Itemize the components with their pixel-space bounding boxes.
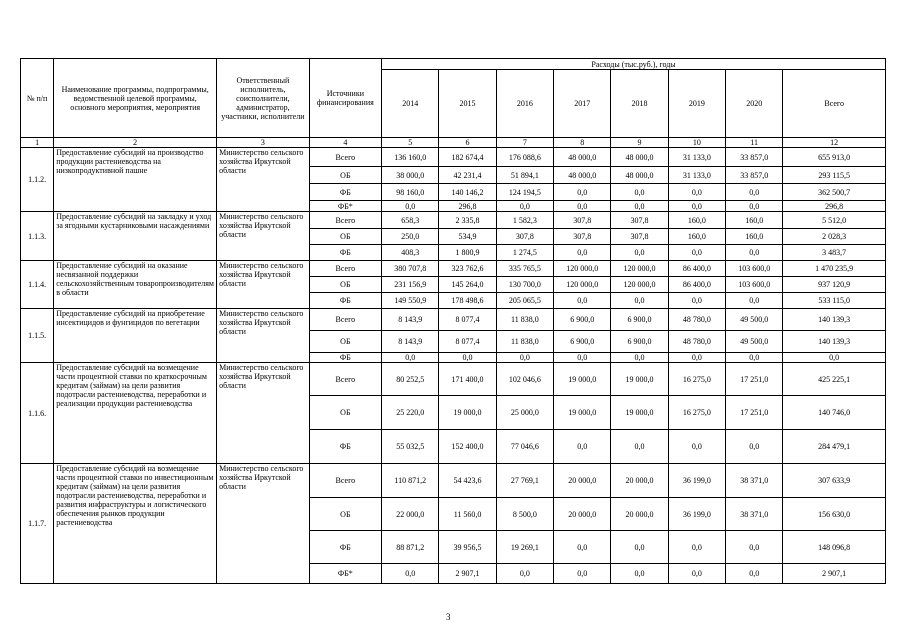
- value-cell: 19 000,0: [554, 396, 611, 430]
- value-cell: 0,0: [554, 293, 611, 309]
- funding-source: ФБ: [309, 353, 381, 363]
- total-cell: 140 139,3: [783, 309, 886, 331]
- value-cell: 307,8: [611, 212, 668, 229]
- value-cell: 6 900,0: [611, 309, 668, 331]
- item-name: Предоставление субсидий на производство продукции растениеводства на низкопродуктивной пашне: [54, 148, 217, 212]
- value-cell: 49 500,0: [726, 309, 783, 331]
- value-cell: 88 871,2: [382, 531, 439, 564]
- value-cell: 1 582,3: [496, 212, 553, 229]
- value-cell: 0,0: [668, 531, 725, 564]
- value-cell: 171 400,0: [439, 363, 496, 396]
- value-cell: 48 000,0: [611, 148, 668, 167]
- value-cell: 36 199,0: [668, 498, 725, 531]
- value-cell: 31 133,0: [668, 148, 725, 167]
- value-cell: 0,0: [726, 531, 783, 564]
- value-cell: 0,0: [726, 293, 783, 309]
- table-row: [21, 212, 886, 229]
- value-cell: 0,0: [726, 245, 783, 261]
- header-year: 2018: [611, 70, 668, 138]
- value-cell: 77 046,6: [496, 430, 553, 464]
- value-cell: 1 800,9: [439, 245, 496, 261]
- header-year: 2017: [554, 70, 611, 138]
- value-cell: 307,8: [496, 229, 553, 245]
- value-cell: 11 838,0: [496, 309, 553, 331]
- value-cell: 36 199,0: [668, 464, 725, 498]
- value-cell: 54 423,6: [439, 464, 496, 498]
- value-cell: 16 275,0: [668, 396, 725, 430]
- value-cell: 11 560,0: [439, 498, 496, 531]
- page-number: 3: [446, 612, 451, 622]
- funding-source: ФБ: [309, 184, 381, 201]
- value-cell: 0,0: [611, 531, 668, 564]
- value-cell: 160,0: [668, 212, 725, 229]
- value-cell: 176 088,6: [496, 148, 553, 167]
- item-executor: Министерство сельского хозяйства Иркутской области: [217, 261, 310, 309]
- value-cell: 20 000,0: [611, 464, 668, 498]
- value-cell: 0,0: [726, 353, 783, 363]
- value-cell: 0,0: [554, 201, 611, 212]
- header-year: 2014: [382, 70, 439, 138]
- funding-source: ФБ: [309, 245, 381, 261]
- value-cell: 120 000,0: [554, 261, 611, 277]
- total-cell: 0,0: [783, 353, 886, 363]
- value-cell: 120 000,0: [554, 277, 611, 293]
- value-cell: 103 600,0: [726, 261, 783, 277]
- item-number: 1.1.3.: [21, 212, 54, 261]
- header-total: Всего: [783, 70, 886, 138]
- value-cell: 0,0: [611, 293, 668, 309]
- value-cell: 307,8: [611, 229, 668, 245]
- col-number: 5: [382, 138, 439, 148]
- value-cell: 178 498,6: [439, 293, 496, 309]
- value-cell: 19 000,0: [611, 363, 668, 396]
- value-cell: 19 000,0: [554, 363, 611, 396]
- table-row: [21, 363, 886, 396]
- value-cell: 42 231,4: [439, 167, 496, 184]
- total-cell: 655 913,0: [783, 148, 886, 167]
- header-row: [21, 59, 886, 70]
- value-cell: 0,0: [611, 564, 668, 584]
- value-cell: 0,0: [726, 564, 783, 584]
- value-cell: 6 900,0: [611, 331, 668, 353]
- funding-source: ОБ: [309, 498, 381, 531]
- value-cell: 25 000,0: [496, 396, 553, 430]
- header-year: 2020: [726, 70, 783, 138]
- value-cell: 49 500,0: [726, 331, 783, 353]
- value-cell: 8 143,9: [382, 309, 439, 331]
- value-cell: 307,8: [554, 229, 611, 245]
- value-cell: 120 000,0: [611, 277, 668, 293]
- col-number: 11: [726, 138, 783, 148]
- value-cell: 0,0: [382, 564, 439, 584]
- value-cell: 33 857,0: [726, 148, 783, 167]
- value-cell: 130 700,0: [496, 277, 553, 293]
- funding-source: ФБ*: [309, 564, 381, 584]
- value-cell: 0,0: [726, 201, 783, 212]
- expenses-table: [20, 58, 886, 584]
- value-cell: 86 400,0: [668, 261, 725, 277]
- col-number: 1: [21, 138, 54, 148]
- total-cell: 2 028,3: [783, 229, 886, 245]
- total-cell: 140 139,3: [783, 331, 886, 353]
- funding-source: Всего: [309, 309, 381, 331]
- col-number: 4: [309, 138, 381, 148]
- value-cell: 0,0: [611, 201, 668, 212]
- header-source: Источники финансирования: [309, 59, 381, 138]
- value-cell: 8 077,4: [439, 309, 496, 331]
- item-number: 1.1.5.: [21, 309, 54, 363]
- value-cell: 48 000,0: [554, 148, 611, 167]
- value-cell: 48 000,0: [611, 167, 668, 184]
- column-numbers-row: [21, 138, 886, 148]
- value-cell: 0,0: [496, 353, 553, 363]
- header-year: 2019: [668, 70, 725, 138]
- total-cell: 2 907,1: [783, 564, 886, 584]
- value-cell: 0,0: [496, 564, 553, 584]
- value-cell: 0,0: [726, 184, 783, 201]
- table-row: [21, 309, 886, 331]
- funding-source: ОБ: [309, 229, 381, 245]
- col-number: 9: [611, 138, 668, 148]
- value-cell: 0,0: [439, 353, 496, 363]
- total-cell: 284 479,1: [783, 430, 886, 464]
- value-cell: 102 046,6: [496, 363, 553, 396]
- value-cell: 0,0: [554, 184, 611, 201]
- funding-source: ФБ*: [309, 201, 381, 212]
- value-cell: 0,0: [554, 353, 611, 363]
- funding-source: Всего: [309, 148, 381, 167]
- item-name: Предоставление субсидий на возмещение части процентной ставки по краткосрочным кредитам (займам) на цели развития подотрасли растениеводства, переработки и реализации продукции растениеводства: [54, 363, 217, 464]
- value-cell: 98 160,0: [382, 184, 439, 201]
- value-cell: 152 400,0: [439, 430, 496, 464]
- item-number: 1.1.4.: [21, 261, 54, 309]
- value-cell: 0,0: [668, 293, 725, 309]
- value-cell: 0,0: [611, 245, 668, 261]
- funding-source: Всего: [309, 212, 381, 229]
- total-cell: 296,8: [783, 201, 886, 212]
- funding-source: ОБ: [309, 277, 381, 293]
- item-name: Предоставление субсидий на оказание несвязанной поддержки сельскохозяйственным товаропроизводителям в области: [54, 261, 217, 309]
- value-cell: 380 707,8: [382, 261, 439, 277]
- col-number: 12: [783, 138, 886, 148]
- value-cell: 658,3: [382, 212, 439, 229]
- total-cell: 148 096,8: [783, 531, 886, 564]
- col-number: 8: [554, 138, 611, 148]
- value-cell: 534,9: [439, 229, 496, 245]
- value-cell: 0,0: [668, 353, 725, 363]
- value-cell: 0,0: [668, 430, 725, 464]
- value-cell: 55 032,5: [382, 430, 439, 464]
- total-cell: 425 225,1: [783, 363, 886, 396]
- value-cell: 0,0: [554, 531, 611, 564]
- value-cell: 20 000,0: [554, 464, 611, 498]
- item-executor: Министерство сельского хозяйства Иркутской области: [217, 464, 310, 584]
- value-cell: 16 275,0: [668, 363, 725, 396]
- value-cell: 231 156,9: [382, 277, 439, 293]
- value-cell: 19 000,0: [611, 396, 668, 430]
- value-cell: 335 765,5: [496, 261, 553, 277]
- value-cell: 145 264,0: [439, 277, 496, 293]
- col-number: 10: [668, 138, 725, 148]
- value-cell: 80 252,5: [382, 363, 439, 396]
- value-cell: 17 251,0: [726, 363, 783, 396]
- value-cell: 6 900,0: [554, 331, 611, 353]
- value-cell: 39 956,5: [439, 531, 496, 564]
- value-cell: 0,0: [554, 430, 611, 464]
- value-cell: 0,0: [668, 201, 725, 212]
- col-number: 3: [217, 138, 310, 148]
- table-row: [21, 148, 886, 167]
- funding-source: ОБ: [309, 331, 381, 353]
- header-executor: Ответственный исполнитель, соисполнители, администратор, участники, исполнители: [217, 59, 310, 138]
- value-cell: 136 160,0: [382, 148, 439, 167]
- item-name: Предоставление субсидий на приобретение инсектицидов и фунгицидов по вегетации: [54, 309, 217, 363]
- value-cell: 8 077,4: [439, 331, 496, 353]
- value-cell: 86 400,0: [668, 277, 725, 293]
- value-cell: 33 857,0: [726, 167, 783, 184]
- table-row: [21, 261, 886, 277]
- value-cell: 8 143,9: [382, 331, 439, 353]
- item-number: 1.1.2.: [21, 148, 54, 212]
- header-num: № п/п: [21, 59, 54, 138]
- item-executor: Министерство сельского хозяйства Иркутской области: [217, 309, 310, 363]
- value-cell: 6 900,0: [554, 309, 611, 331]
- value-cell: 25 220,0: [382, 396, 439, 430]
- item-name: Предоставление субсидий на возмещение части процентной ставки по инвестиционным кредитам (займам) на цели развития подотрасли растениеводства, переработки и развития инфраструктуры и логистического обеспечения рынков продукции растениеводства: [54, 464, 217, 584]
- header-expenses: Расходы (тыс.руб.), годы: [382, 59, 886, 70]
- table-row: [21, 464, 886, 498]
- total-cell: 937 120,9: [783, 277, 886, 293]
- total-cell: 156 630,0: [783, 498, 886, 531]
- value-cell: 149 550,9: [382, 293, 439, 309]
- value-cell: 0,0: [726, 430, 783, 464]
- value-cell: 160,0: [726, 212, 783, 229]
- value-cell: 0,0: [611, 184, 668, 201]
- item-executor: Министерство сельского хозяйства Иркутской области: [217, 212, 310, 261]
- value-cell: 0,0: [554, 564, 611, 584]
- value-cell: 205 065,5: [496, 293, 553, 309]
- total-cell: 5 512,0: [783, 212, 886, 229]
- total-cell: 307 633,9: [783, 464, 886, 498]
- header-name: Наименование программы, подпрограммы, ведомственной целевой программы, основного мероприятия, мероприятия: [54, 59, 217, 138]
- funding-source: Всего: [309, 464, 381, 498]
- value-cell: 20 000,0: [554, 498, 611, 531]
- value-cell: 110 871,2: [382, 464, 439, 498]
- item-number: 1.1.6.: [21, 363, 54, 464]
- value-cell: 140 146,2: [439, 184, 496, 201]
- funding-source: ОБ: [309, 167, 381, 184]
- value-cell: 0,0: [611, 430, 668, 464]
- value-cell: 1 274,5: [496, 245, 553, 261]
- value-cell: 160,0: [668, 229, 725, 245]
- header-year: 2016: [496, 70, 553, 138]
- col-number: 7: [496, 138, 553, 148]
- value-cell: 2 907,1: [439, 564, 496, 584]
- value-cell: 38 371,0: [726, 498, 783, 531]
- item-number: 1.1.7.: [21, 464, 54, 584]
- funding-source: Всего: [309, 261, 381, 277]
- value-cell: 0,0: [668, 564, 725, 584]
- value-cell: 2 335,8: [439, 212, 496, 229]
- funding-source: ОБ: [309, 396, 381, 430]
- value-cell: 0,0: [668, 245, 725, 261]
- value-cell: 408,3: [382, 245, 439, 261]
- header-year: 2015: [439, 70, 496, 138]
- value-cell: 0,0: [382, 353, 439, 363]
- value-cell: 48 000,0: [554, 167, 611, 184]
- value-cell: 17 251,0: [726, 396, 783, 430]
- value-cell: 27 769,1: [496, 464, 553, 498]
- value-cell: 250,0: [382, 229, 439, 245]
- value-cell: 103 600,0: [726, 277, 783, 293]
- funding-source: Всего: [309, 363, 381, 396]
- total-cell: 362 500,7: [783, 184, 886, 201]
- total-cell: 1 470 235,9: [783, 261, 886, 277]
- value-cell: 0,0: [611, 353, 668, 363]
- value-cell: 38 371,0: [726, 464, 783, 498]
- value-cell: 48 780,0: [668, 309, 725, 331]
- total-cell: 533 115,0: [783, 293, 886, 309]
- value-cell: 51 894,1: [496, 167, 553, 184]
- value-cell: 8 500,0: [496, 498, 553, 531]
- value-cell: 11 838,0: [496, 331, 553, 353]
- value-cell: 0,0: [554, 245, 611, 261]
- value-cell: 296,8: [439, 201, 496, 212]
- funding-source: ФБ: [309, 293, 381, 309]
- value-cell: 323 762,6: [439, 261, 496, 277]
- value-cell: 31 133,0: [668, 167, 725, 184]
- item-name: Предоставление субсидий на закладку и уход за ягодными кустарниковыми насаждениями: [54, 212, 217, 261]
- value-cell: 22 000,0: [382, 498, 439, 531]
- value-cell: 38 000,0: [382, 167, 439, 184]
- value-cell: 19 269,1: [496, 531, 553, 564]
- value-cell: 0,0: [668, 184, 725, 201]
- total-cell: 293 115,5: [783, 167, 886, 184]
- total-cell: 140 746,0: [783, 396, 886, 430]
- value-cell: 124 194,5: [496, 184, 553, 201]
- funding-source: ФБ: [309, 430, 381, 464]
- value-cell: 0,0: [382, 201, 439, 212]
- funding-source: ФБ: [309, 531, 381, 564]
- value-cell: 20 000,0: [611, 498, 668, 531]
- value-cell: 0,0: [496, 201, 553, 212]
- col-number: 2: [54, 138, 217, 148]
- value-cell: 48 780,0: [668, 331, 725, 353]
- value-cell: 19 000,0: [439, 396, 496, 430]
- value-cell: 182 674,4: [439, 148, 496, 167]
- value-cell: 307,8: [554, 212, 611, 229]
- value-cell: 160,0: [726, 229, 783, 245]
- col-number: 6: [439, 138, 496, 148]
- item-executor: Министерство сельского хозяйства Иркутской области: [217, 363, 310, 464]
- value-cell: 120 000,0: [611, 261, 668, 277]
- total-cell: 3 483,7: [783, 245, 886, 261]
- item-executor: Министерство сельского хозяйства Иркутской области: [217, 148, 310, 212]
